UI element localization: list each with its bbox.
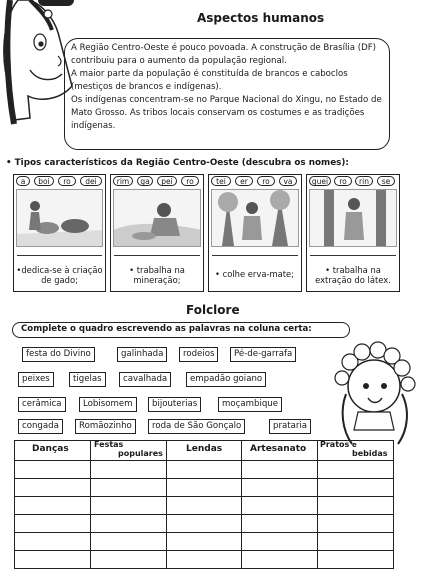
- panel-caption: • colhe erva-mate;: [215, 269, 295, 279]
- col-header-festas-2: populares: [118, 449, 163, 458]
- ribbon-decoration: [38, 0, 74, 6]
- table-cell[interactable]: [15, 551, 91, 569]
- word-card: Pé-de-garrafa: [230, 347, 296, 362]
- table-cell[interactable]: [15, 497, 91, 515]
- syllable-box: se: [377, 176, 395, 186]
- table-cell[interactable]: [15, 479, 91, 497]
- panel-caption: • trabalha na mineração;: [129, 265, 185, 285]
- table-cell[interactable]: [166, 533, 242, 551]
- syllable-box: ro: [181, 176, 199, 186]
- table-cell[interactable]: [90, 515, 166, 533]
- word-card: cerâmica: [18, 397, 66, 412]
- word-card: peixes: [18, 372, 54, 387]
- girl-cartoon-illustration: [328, 330, 420, 446]
- word-card: Romãozinho: [75, 419, 136, 434]
- syllable-box: er: [235, 176, 253, 186]
- panel-caption: •dedica-se à criação de gado;: [16, 265, 103, 285]
- word-card: bijouterias: [148, 397, 201, 412]
- table-cell[interactable]: [242, 461, 318, 479]
- table-cell[interactable]: [90, 479, 166, 497]
- word-card: roda de São Gonçalo: [148, 419, 245, 434]
- table-cell[interactable]: [166, 497, 242, 515]
- col-header-lendas: Lendas: [186, 444, 223, 454]
- table-cell[interactable]: [166, 515, 242, 533]
- table-cell[interactable]: [242, 533, 318, 551]
- table-cell[interactable]: [166, 479, 242, 497]
- instruction-text: Complete o quadro escrevendo as palavras na coluna certa:: [21, 324, 312, 334]
- word-card: cavalhada: [119, 372, 171, 387]
- table-cell[interactable]: [318, 551, 394, 569]
- col-header-pratos: Pratos: [320, 440, 350, 449]
- type-panel-1: [13, 174, 106, 292]
- word-card: congada: [18, 419, 63, 434]
- syllable-box: ro: [257, 176, 275, 186]
- col-header-pratos-e: e: [352, 441, 357, 449]
- syllable-box: ro: [58, 176, 76, 186]
- instruction-box: [12, 322, 350, 338]
- syllable-box: boi: [34, 176, 54, 186]
- word-card: moçambique: [218, 397, 282, 412]
- answer-line: [310, 255, 396, 256]
- table-cell[interactable]: [90, 461, 166, 479]
- type-panel-2: [110, 174, 204, 292]
- word-card: rodeios: [179, 347, 218, 362]
- col-header-dancas: Danças: [32, 444, 69, 454]
- word-card: tigelas: [69, 372, 106, 387]
- syllable-box: ga: [137, 176, 153, 186]
- classification-table: [14, 440, 394, 568]
- table-cell[interactable]: [166, 461, 242, 479]
- syllable-box: ro: [334, 176, 352, 186]
- rubber-tapper-illustration: [309, 189, 397, 247]
- syllable-box: tei: [211, 176, 231, 186]
- word-card: galinhada: [117, 347, 167, 362]
- type-panel-4: [306, 174, 400, 292]
- syllable-box: rim: [113, 176, 133, 186]
- syllable-box: guei: [309, 176, 331, 186]
- table-cell[interactable]: [318, 461, 394, 479]
- answer-line: [17, 255, 102, 256]
- table-cell[interactable]: [15, 461, 91, 479]
- word-card: prataria: [269, 419, 311, 434]
- word-card: empadão goiano: [186, 372, 266, 387]
- mate-picker-illustration: [211, 189, 299, 247]
- info-paragraph: A maior parte da população é constituída de brancos e caboclos (mestiços de brancos e indígenas).: [71, 69, 348, 92]
- table-cell[interactable]: [90, 551, 166, 569]
- col-header-bebidas: bebidas: [352, 449, 388, 458]
- col-header-festas: Festas: [94, 440, 124, 449]
- girl-cartoon-illustration: [0, 0, 74, 128]
- table-cell[interactable]: [166, 551, 242, 569]
- info-paragraph: Os indígenas concentram-se no Parque Nacional do Xingu, no Estado de Mato Grosso. As tribos locais conservam os costumes e as tradições indígenas.: [71, 95, 382, 131]
- table-cell[interactable]: [318, 533, 394, 551]
- answer-line: [114, 255, 200, 256]
- syllable-box: dei: [80, 176, 102, 186]
- syllable-box: pei: [157, 176, 177, 186]
- table-cell[interactable]: [90, 497, 166, 515]
- table-cell[interactable]: [318, 479, 394, 497]
- table-cell[interactable]: [242, 551, 318, 569]
- table-cell[interactable]: [242, 479, 318, 497]
- syllable-box: rin: [355, 176, 373, 186]
- info-box: [64, 38, 390, 150]
- miner-illustration: [113, 189, 201, 247]
- table-cell[interactable]: [15, 515, 91, 533]
- info-paragraph: A Região Centro-Oeste é pouco povoada. A construção de Brasília (DF) contribuiu para o aumento da população regional.: [71, 43, 377, 66]
- table-cell[interactable]: [318, 515, 394, 533]
- table-cell[interactable]: [318, 497, 394, 515]
- panel-caption: • trabalha na extração do látex.: [315, 265, 391, 285]
- section-title-aspectos: Aspectos humanos: [197, 11, 325, 25]
- table-cell[interactable]: [242, 515, 318, 533]
- folclore-title: Folclore: [186, 303, 240, 317]
- table-cell[interactable]: [15, 533, 91, 551]
- table-cell[interactable]: [90, 533, 166, 551]
- type-panel-3: [208, 174, 302, 292]
- table-cell[interactable]: [242, 497, 318, 515]
- cattle-herder-illustration: [16, 189, 103, 247]
- word-card: Lobisomem: [79, 397, 137, 412]
- col-header-artesanato: Artesanato: [250, 444, 307, 454]
- word-card: festa do Divino: [22, 347, 95, 362]
- syllable-box: va: [279, 176, 297, 186]
- syllable-box: a: [16, 176, 30, 186]
- answer-line: [212, 255, 298, 256]
- types-heading: • Tipos característicos da Região Centro-Oeste (descubra os nomes):: [6, 158, 349, 168]
